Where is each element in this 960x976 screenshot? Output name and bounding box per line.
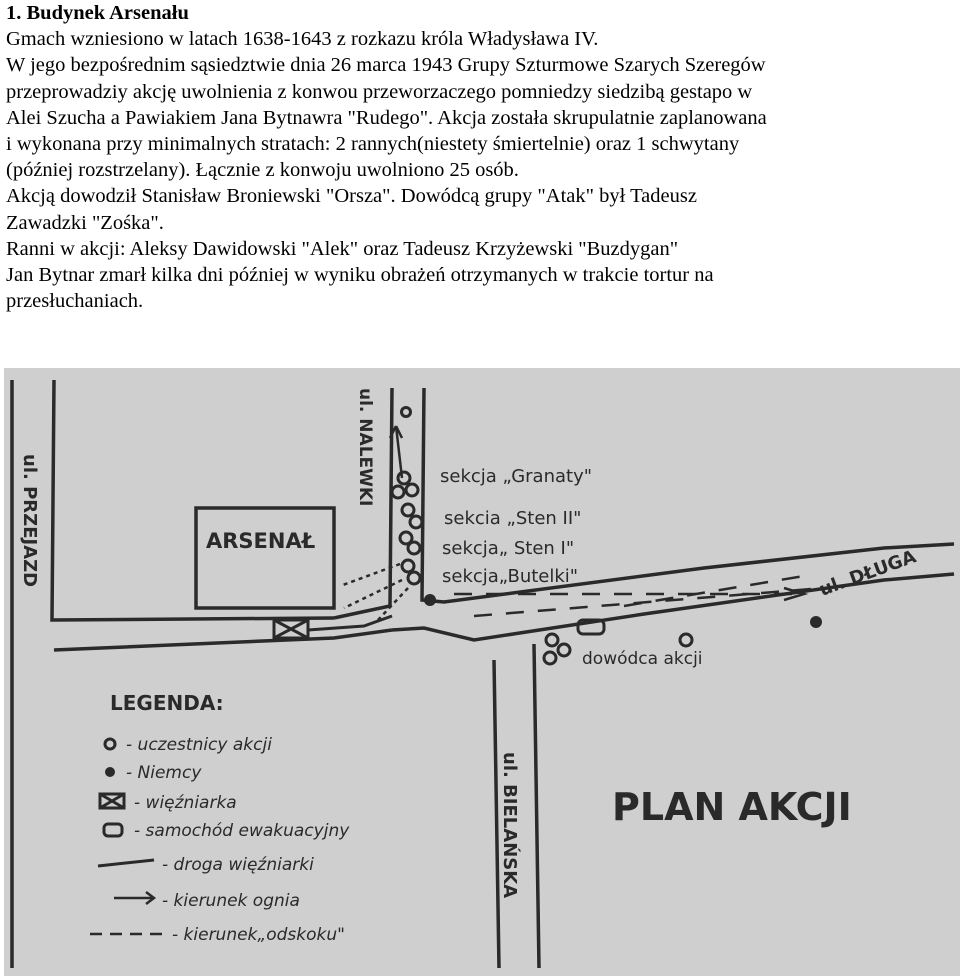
plan-title: PLAN AKCJI xyxy=(612,785,852,829)
text-line-11: przesłuchaniach. xyxy=(6,290,144,313)
section-sten2-label: sekcia „Sten II" xyxy=(444,508,582,529)
action-plan-map xyxy=(4,368,960,976)
text-line-9: Ranni w akcji: Aleksy Dawidowski "Alek" oraz Tadeusz Krzyżewski "Buzdygan" xyxy=(6,237,679,260)
legend-car-icon xyxy=(104,824,122,836)
legend-item-prison-van: - więźniarka xyxy=(134,793,237,813)
street-dluga-label: ul. DŁUGA xyxy=(816,546,919,601)
text-line-7: Akcją dowodził Stanisław Broniewski "Orsza". Dowódcą grupy "Atak" był Tadeusz xyxy=(6,185,697,208)
legend-item-participants: - uczestnicy akcji xyxy=(126,735,272,755)
legend-prison-van-icon xyxy=(100,794,124,808)
legend-german-icon xyxy=(105,767,115,777)
map-drawing xyxy=(4,368,960,976)
text-line-4: Alei Szucha a Pawiakiem Jana Bytnawra "Rudego". Akcja została skrupulatnie zaplanowana xyxy=(6,106,767,129)
prison-van-icon xyxy=(274,620,308,638)
street-bielanska-label: ul. BIELAŃSKA xyxy=(499,752,520,899)
street-nalewki-label: ul. NALEWKI xyxy=(355,388,375,507)
arsenal-building xyxy=(196,508,334,608)
text-line-8: Zawadzki "Zośka". xyxy=(6,211,164,234)
legend-title: LEGENDA: xyxy=(110,691,224,715)
legend-item-route: - droga więźniarki xyxy=(162,855,314,875)
document-text xyxy=(6,0,956,314)
text-line-1: Gmach wzniesiono w latach 1638-1643 z rozkazu króla Władysława IV. xyxy=(6,28,599,51)
text-line-5: i wykonana przy minimalnych stratach: 2 rannych(niestety śmiertelnie) oraz 1 schwytany xyxy=(6,133,740,156)
text-line-10: Jan Bytnar zmarł kilka dni później w wyniku obrażeń otrzymanych w trakcie tortur na xyxy=(6,264,714,287)
section-heading: 1. Budynek Arsenału xyxy=(6,2,189,24)
legend xyxy=(90,691,350,945)
text-line-6: (później rozstrzelany). Łącznie z konwoju uwolniono 25 osób. xyxy=(6,159,519,182)
legend-item-car: - samochód ewakuacyjny xyxy=(134,821,350,841)
legend-item-fire: - kierunek ognia xyxy=(162,891,300,911)
legend-item-germans: - Niemcy xyxy=(126,763,202,783)
legend-item-retreat: - kierunek„odskoku" xyxy=(172,925,345,945)
street-przejazd-label: ul. PRZEJAZD xyxy=(19,454,40,588)
legend-participant-icon xyxy=(105,739,115,749)
text-line-3: przeprowadziy akcję uwolnienia z konwou przeworzaczego pomniedzy siedzibą gestapo w xyxy=(6,80,753,103)
legend-route-icon xyxy=(98,860,154,866)
text-line-2: W jego bezpośrednim sąsiedztwie dnia 26 marca 1943 Grupy Szturmowe Szarych Szeregów xyxy=(6,54,766,77)
section-sten1-label: sekcja„ Sten I" xyxy=(442,538,575,559)
section-butelki-label: sekcja„Butelki" xyxy=(442,566,579,587)
commander-label: dowódca akcji xyxy=(582,649,703,669)
legend-fire-icon xyxy=(114,892,154,904)
arsenal-label: ARSENAŁ xyxy=(206,529,316,553)
section-granaty-label: sekcja „Granaty" xyxy=(440,466,593,487)
